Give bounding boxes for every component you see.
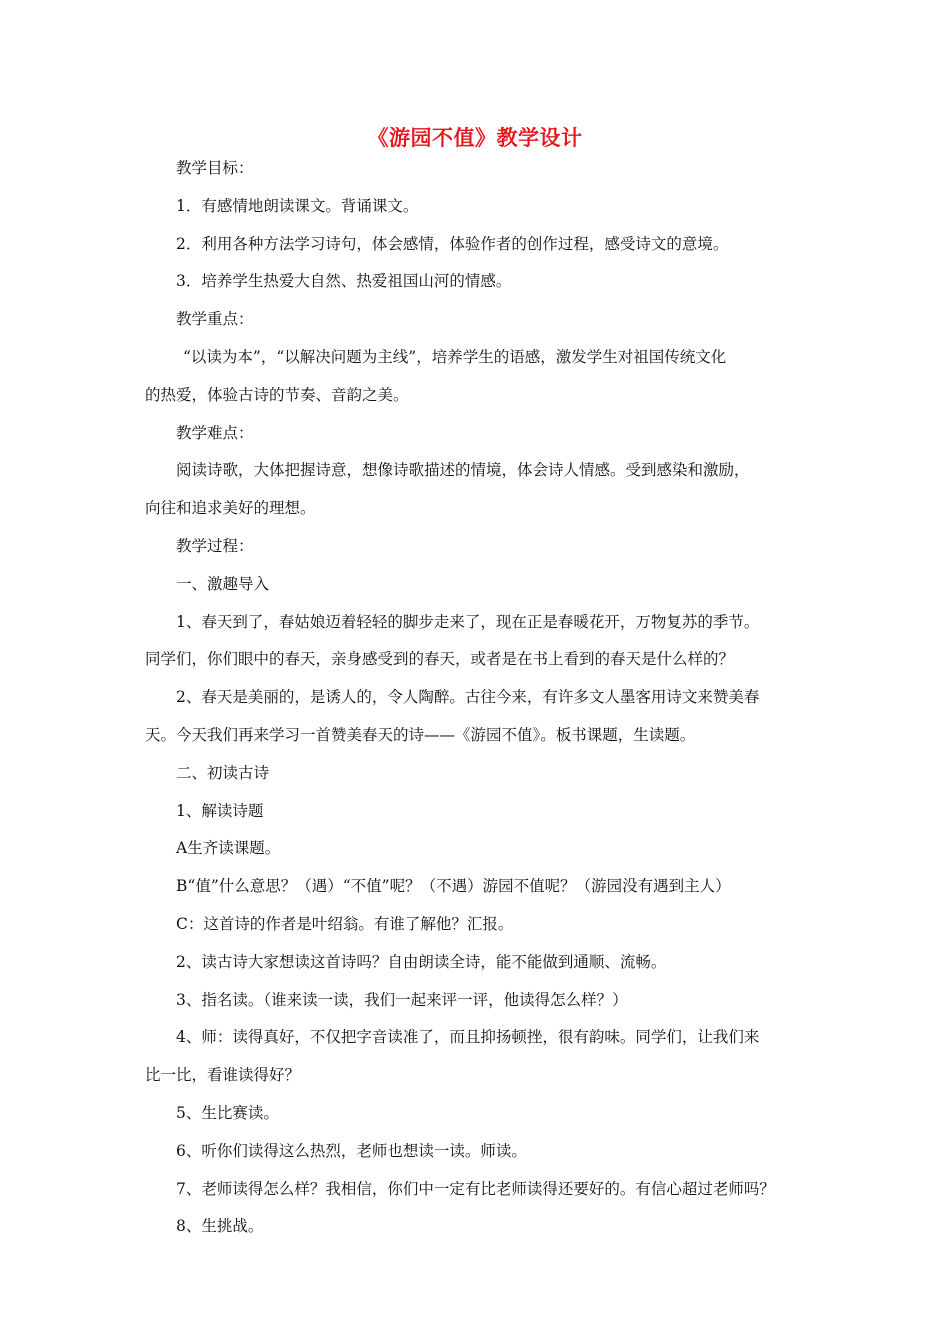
reading-item-3: 3、指名读。（谁来读一读，我们一起来评一评，他读得怎么样？） (176, 990, 628, 1009)
objective-3: 3．培养学生热爱大自然、热爱祖国山河的情感。 (176, 272, 512, 291)
difficulties-line-1: 阅读诗歌，大体把握诗意，想像诗歌描述的情境，体会诗人情感。受到感染和激励， (176, 461, 750, 480)
reading-item-8: 8、生挑战。 (176, 1217, 264, 1236)
difficulties-line-2: 向往和追求美好的理想。 (145, 499, 316, 518)
reading-item-6: 6、听你们读得这么热烈，老师也想读一读。师读。 (176, 1141, 527, 1160)
key-points-line-2: 的热爱，体验古诗的节奏、音韵之美。 (145, 385, 409, 404)
reading-item-a: A生齐读课题。 (176, 839, 281, 858)
reading-item-7: 7、老师读得怎么样？我相信，你们中一定有比老师读得还要好的。有信心超过老师吗？ (176, 1179, 775, 1198)
step-heading-intro: 一、激趣导入 (176, 574, 270, 593)
intro-item-2-line-1: 2、春天是美丽的，是诱人的，令人陶醉。古往今来，有许多文人墨客用诗文来赞美春 (176, 688, 760, 707)
reading-item-c: C：这首诗的作者是叶绍翁。有谁了解他？汇报。 (176, 914, 514, 933)
section-heading-key-points: 教学重点： (176, 310, 254, 329)
document-title: 《游园不值》教学设计 (367, 126, 583, 150)
section-heading-process: 教学过程： (176, 536, 254, 555)
intro-item-1-line-1: 1、春天到了，春姑娘迈着轻轻的脚步走来了，现在正是春暖花开，万物复苏的季节。 (176, 612, 760, 631)
step-heading-first-reading: 二、初读古诗 (176, 763, 270, 782)
reading-item-5: 5、生比赛读。 (176, 1103, 279, 1122)
intro-item-1-line-2: 同学们，你们眼中的春天，亲身感受到的春天，或者是在书上看到的春天是什么样的？ (145, 650, 735, 669)
objective-2: 2．利用各种方法学习诗句，体会感情，体验作者的创作过程，感受诗文的意境。 (176, 234, 729, 253)
reading-item-1: 1、解读诗题 (176, 801, 264, 820)
objective-1: 1．有感情地朗读课文。背诵课文。 (176, 196, 419, 215)
reading-item-b: B“值”什么意思？（遇）“不值”呢？（不遇）游园不值呢？（游园没有遇到主人） (176, 877, 731, 896)
section-heading-difficulties: 教学难点： (176, 423, 254, 442)
section-heading-objectives: 教学目标： (176, 159, 254, 177)
reading-item-2: 2、读古诗大家想读这首诗吗？自由朗读全诗，能不能做到通顺、流畅。 (176, 952, 667, 971)
key-points-line-1: “以读为本”，“以解决问题为主线”，培养学生的语感，激发学生对祖国传统文化 (183, 347, 727, 366)
reading-item-4-line-1: 4、师：读得真好，不仅把字音读准了，而且抑扬顿挫，很有韵味。同学们，让我们来 (176, 1028, 760, 1047)
intro-item-2-line-2: 天。今天我们再来学习一首赞美春天的诗——《游园不值》。板书课题，生读题。 (145, 725, 696, 744)
reading-item-4-line-2: 比一比，看谁读得好？ (145, 1066, 301, 1085)
document-body (145, 150, 810, 1246)
